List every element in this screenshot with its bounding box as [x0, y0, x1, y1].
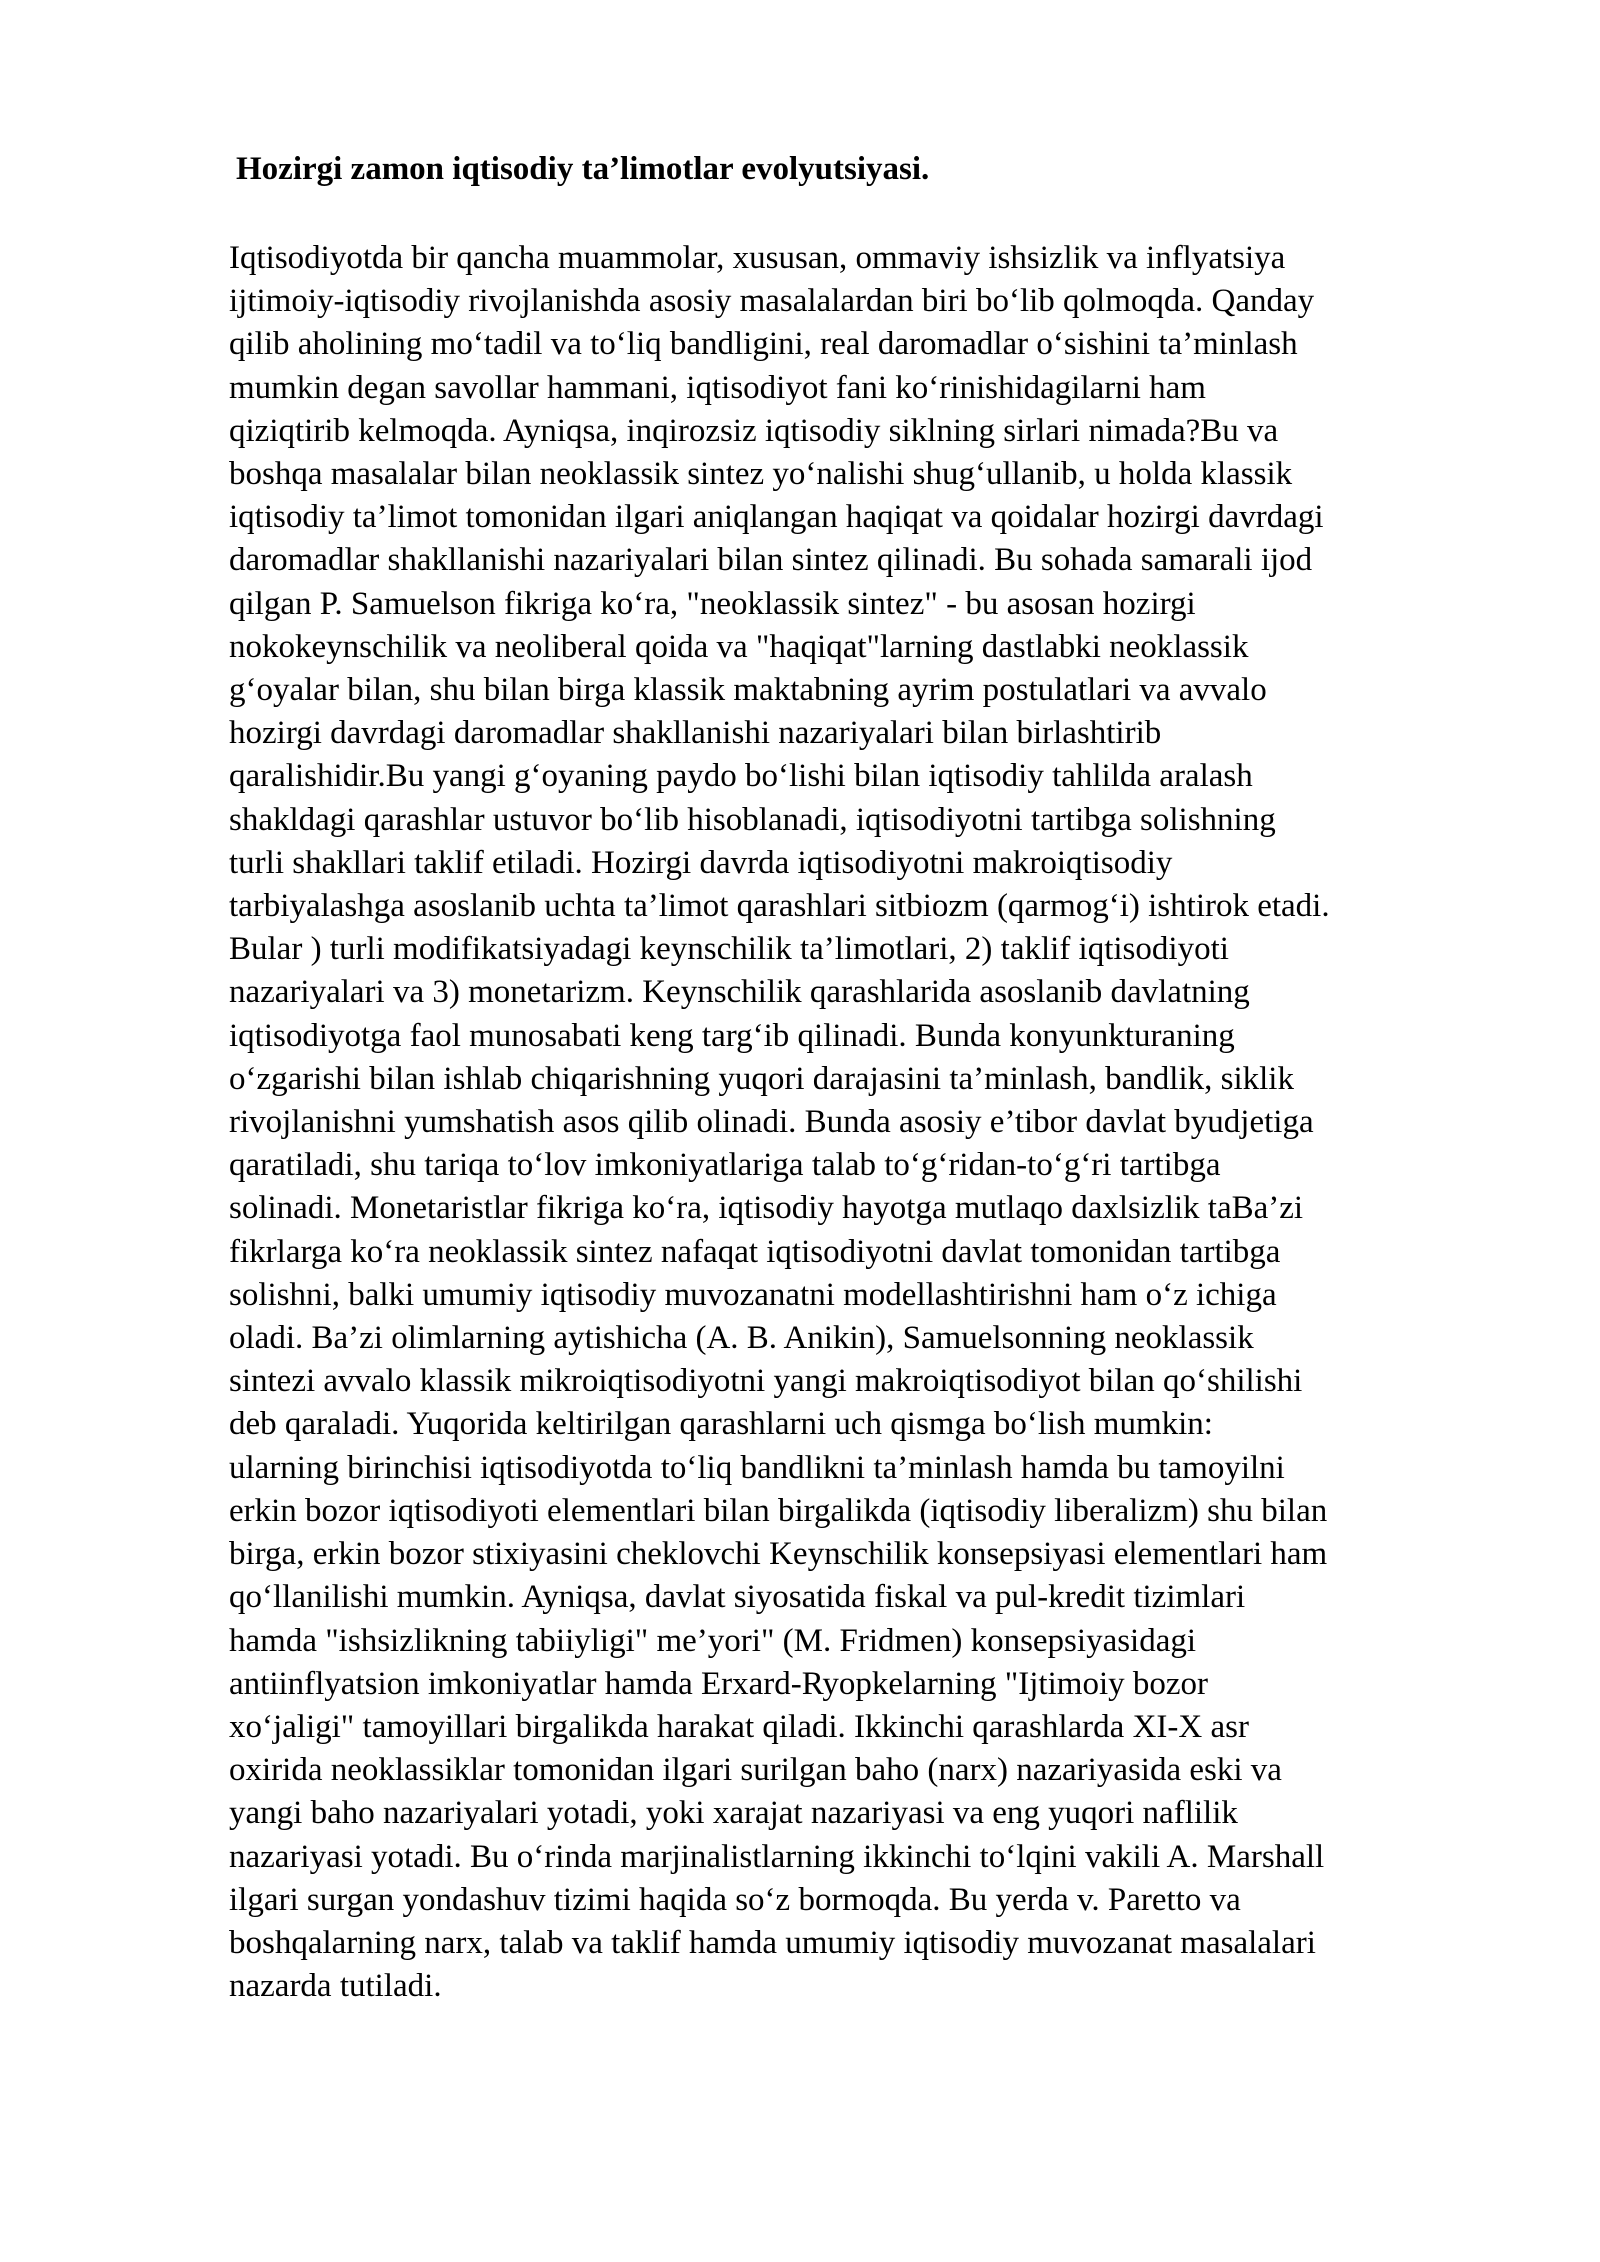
body-text-line: iqtisodiyotga faol munosabati keng targ‘ib qilinadi. Bunda konyunkturaning [229, 1017, 1235, 1054]
body-text-line: solinadi. Monetaristlar fikriga ko‘ra, iqtisodiy hayotga mutlaqo daxlsizlik taBa’zi [229, 1190, 1304, 1227]
body-text-line: iqtisodiy ta’limot tomonidan ilgari aniqlangan haqiqat va qoidalar hozirgi davrdagi [229, 499, 1324, 536]
body-text-line: shakldagi qarashlar ustuvor bo‘lib hisoblanadi, iqtisodiyotni tartibga solishning [229, 801, 1276, 838]
body-text-line: ijtimoiy-iqtisodiy rivojlanishda asosiy masalalardan biri bo‘lib qolmoqda. Qanday [229, 283, 1315, 320]
body-text-line: qo‘llanilishi mumkin. Ayniqsa, davlat siyosatida fiskal va pul-kredit tizimlari [229, 1579, 1246, 1616]
body-text-line: tarbiyalashga asoslanib uchta ta’limot qarashlari sitbiozm (qarmog‘i) ishtirok etadi. [229, 888, 1330, 925]
body-text-line: qiziqtirib kelmoqda. Ayniqsa, inqirozsiz iqtisodiy siklning sirlari nimada?Bu va [229, 412, 1279, 449]
body-text-line: Iqtisodiyotda bir qancha muammolar, xususan, ommaviy ishsizlik va inflyatsiya [229, 240, 1286, 276]
body-text-line: nazariyasi yotadi. Bu o‘rinda marjinalistlarning ikkinchi to‘lqini vakili A. Marshall [229, 1838, 1325, 1875]
body-text-line: xo‘jaligi" tamoyillari birgalikda harakat qiladi. Ikkinchi qarashlarda XI-X asr [229, 1708, 1249, 1745]
body-text-line: nazariyalari va 3) monetarizm. Keynschilik qarashlarida asoslanib davlatning [229, 974, 1250, 1011]
body-text-line: birga, erkin bozor stixiyasini cheklovchi Keynschilik konsepsiyasi elementlari ham [229, 1536, 1328, 1573]
body-text-line: oladi. Ba’zi olimlarning aytishicha (A. B. Anikin), Samuelsonning neoklassik [229, 1320, 1254, 1357]
body-text-line: erkin bozor iqtisodiyoti elementlari bilan birgalikda (iqtisodiy liberalizm) shu bilan [229, 1492, 1328, 1529]
body-text-line: Bular ) turli modifikatsiyadagi keynschilik ta’limotlari, 2) taklif iqtisodiyoti [229, 931, 1229, 968]
document-body [229, 237, 1529, 2008]
body-text-line: boshqa masalalar bilan neoklassik sintez yo‘nalishi shug‘ullanib, u holda klassik [229, 456, 1293, 493]
body-text-line: nokokeynschilik va neoliberal qoida va "haqiqat"larning dastlabki neoklassik [229, 628, 1249, 665]
body-text-line: solishni, balki umumiy iqtisodiy muvozanatni modellashtirishni ham o‘z ichiga [229, 1276, 1277, 1313]
body-text-line: qilib aholining mo‘tadil va to‘liq bandligini, real daromadlar o‘sishini ta’minlash [229, 326, 1298, 363]
body-text-line: o‘zgarishi bilan ishlab chiqarishning yuqori darajasini ta’minlash, bandlik, siklik [229, 1060, 1294, 1097]
body-text-line: ularning birinchisi iqtisodiyotda to‘liq bandlikni ta’minlash hamda bu tamoyilni [229, 1449, 1285, 1486]
body-text-line: yangi baho nazariyalari yotadi, yoki xarajat nazariyasi va eng yuqori naflilik [229, 1795, 1238, 1832]
body-text-line: hamda "ishsizlikning tabiiyligi" me’yori" (M. Fridmen) konsepsiyasidagi [229, 1622, 1197, 1659]
body-text-line: oxirida neoklassiklar tomonidan ilgari surilgan baho (narx) nazariyasida eski va [229, 1752, 1282, 1789]
body-text-line: daromadlar shakllanishi nazariyalari bilan sintez qilinadi. Bu sohada samarali ijod [229, 542, 1313, 579]
body-text-line: qaralishidir.Bu yangi g‘oyaning paydo bo‘lishi bilan iqtisodiy tahlilda aralash [229, 758, 1253, 795]
body-text-line: nazarda tutiladi. [229, 1968, 442, 2005]
body-text-line: qilgan P. Samuelson fikriga ko‘ra, "neoklassik sintez" - bu asosan hozirgi [229, 585, 1196, 622]
body-text-line: fikrlarga ko‘ra neoklassik sintez nafaqat iqtisodiyotni davlat tomonidan tartibga [229, 1233, 1281, 1270]
body-text-line: mumkin degan savollar hammani, iqtisodiyot fani ko‘rinishidagilarni ham [229, 369, 1206, 406]
body-text-line: turli shakllari taklif etiladi. Hozirgi davrda iqtisodiyotni makroiqtisodiy [229, 844, 1173, 881]
document-title: Hozirgi zamon iqtisodiy ta’limotlar evolyutsiyasi. [236, 151, 930, 187]
body-text-line: sintezi avvalo klassik mikroiqtisodiyotni yangi makroiqtisodiyot bilan qo‘shilishi [229, 1363, 1303, 1400]
body-text-line: rivojlanishni yumshatish asos qilib olinadi. Bunda asosiy e’tibor davlat byudjetiga [229, 1104, 1314, 1141]
body-text-line: boshqalarning narx, talab va taklif hamda umumiy iqtisodiy muvozanat masalalari [229, 1924, 1316, 1961]
body-text-line: deb qaraladi. Yuqorida keltirilgan qarashlarni uch qismga bo‘lish mumkin: [229, 1406, 1213, 1443]
body-text-line: hozirgi davrdagi daromadlar shakllanishi nazariyalari bilan birlashtirib [229, 715, 1162, 752]
body-text-line: antiinflyatsion imkoniyatlar hamda Erxard-Ryopkelarning "Ijtimoiy bozor [229, 1665, 1208, 1702]
body-text-line: qaratiladi, shu tariqa to‘lov imkoniyatlariga talab to‘g‘ridan-to‘g‘ri tartibga [229, 1147, 1221, 1184]
body-text-line: g‘oyalar bilan, shu bilan birga klassik maktabning ayrim postulatlari va avvalo [229, 672, 1267, 709]
body-text-line: ilgari surgan yondashuv tizimi haqida so‘z bormoqda. Bu yerda v. Paretto va [229, 1881, 1241, 1918]
